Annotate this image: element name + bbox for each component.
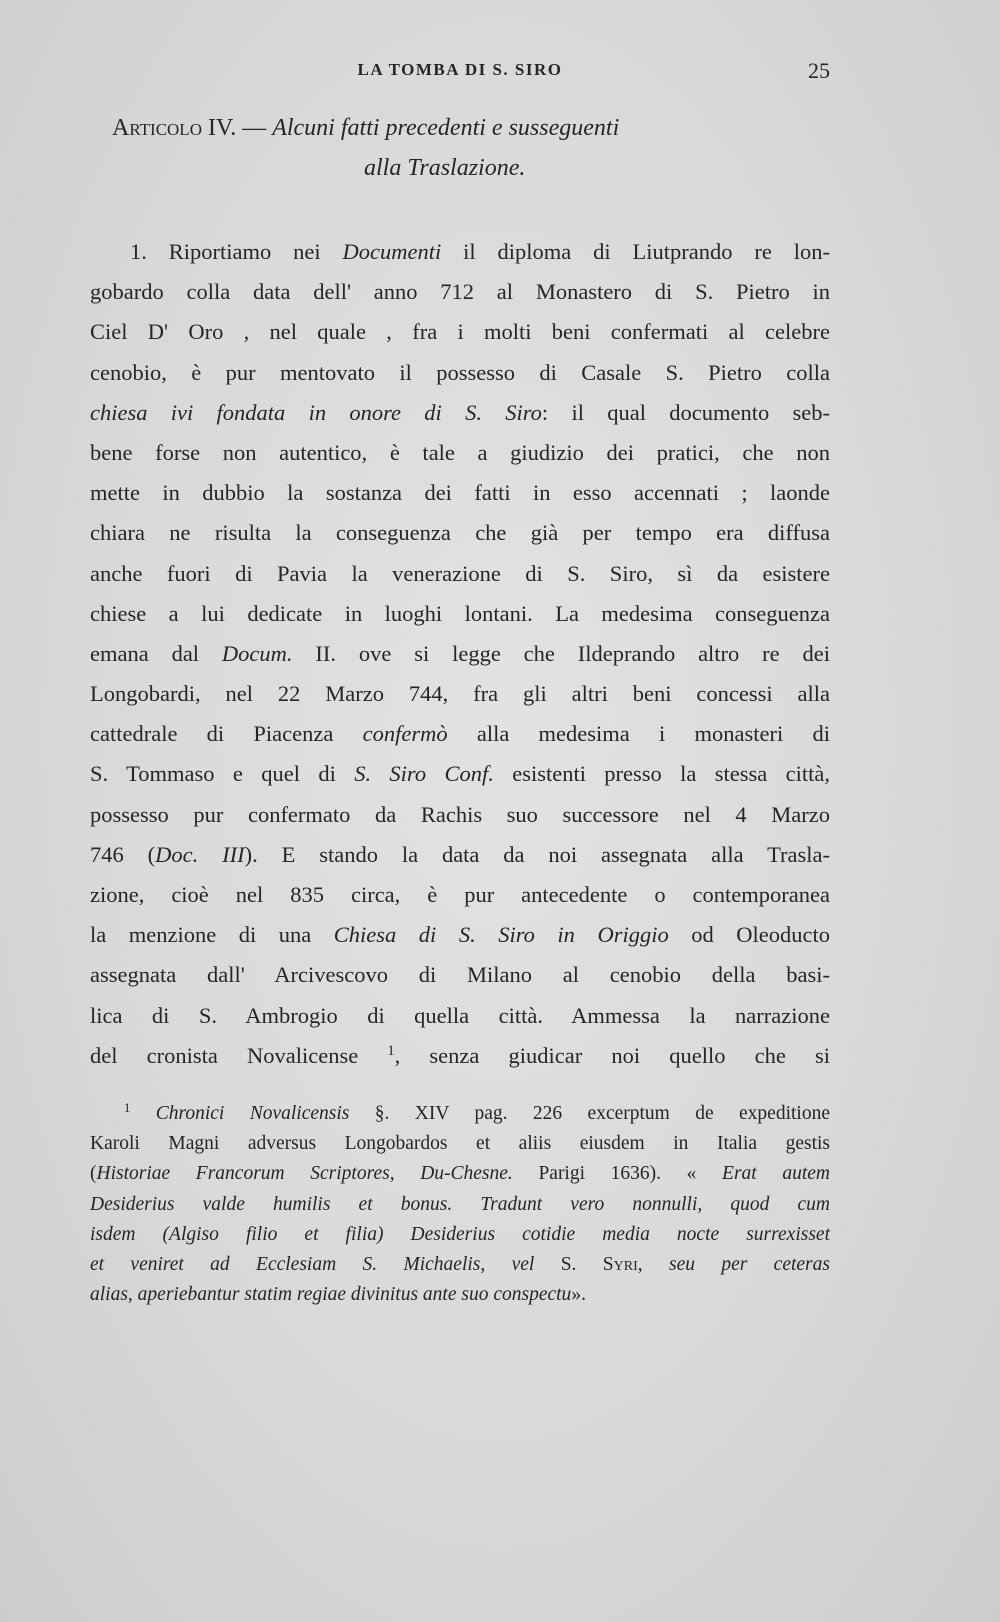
footnote-line: alias, aperiebantur statim regiae divinitus ante suo conspectu». xyxy=(90,1284,586,1306)
running-title: LA TOMBA DI S. SIRO xyxy=(357,60,563,79)
footnote-ref: 1 xyxy=(387,1042,395,1059)
text-line: zione, cioè nel 835 circa, è pur antecedente o contemporanea xyxy=(90,882,830,907)
heading-line-1 xyxy=(112,108,619,148)
text-line: cattedrale di Piacenza confermò alla medesima i monasteri di xyxy=(90,721,830,747)
footnote-line: isdem (Algiso filio et filia) Desiderius cotidie media nocte surrexisset xyxy=(90,1223,830,1245)
text-line: anche fuori di Pavia la venerazione di S. Siro, sì da esistere xyxy=(90,560,830,586)
text-line: chiese a lui dedicate in luoghi lontani. La medesima conseguenza xyxy=(90,600,830,626)
text-line: possesso pur confermato da Rachis suo successore nel 4 Marzo xyxy=(90,801,830,827)
text-line: 746 (Doc. III). E stando la data da noi assegnata alla Trasla- xyxy=(90,841,830,867)
running-header xyxy=(90,60,830,90)
text-line: Longobardi, nel 22 Marzo 744, fra gli altri beni concessi alla xyxy=(90,681,830,707)
footnote-number: 1 xyxy=(124,1101,131,1116)
text-line: Ciel D' Oro , nel quale , fra i molti beni confermati al celebre xyxy=(90,319,830,345)
text-line: gobardo colla data dell' anno 712 al Monastero di S. Pietro in xyxy=(90,279,830,305)
text-line: emana dal Docum. II. ove si legge che Ildeprando altro re dei xyxy=(90,640,830,666)
text-line: lica di S. Ambrogio di quella città. Ammessa la narrazione xyxy=(90,1002,830,1028)
footnote xyxy=(90,1099,830,1310)
text-line: chiara ne risulta la conseguenza che già per tempo era diffusa xyxy=(90,520,830,546)
article-label: Articolo IV. xyxy=(112,115,237,141)
page-number: 25 xyxy=(808,58,830,83)
footnote-line: (Historiae Francorum Scriptores, Du-Chesne. Parigi 1636). « Erat autem xyxy=(90,1163,831,1185)
footnote-line: Desiderius valde humilis et bonus. Tradunt vero nonnulli, quod cum xyxy=(90,1193,830,1215)
article-title-part-2: alla Traslazione. xyxy=(364,155,526,181)
heading-dash: — xyxy=(236,115,273,141)
body-text xyxy=(90,232,830,1076)
footnote-line: et veniret ad Ecclesiam S. Michaelis, vel S. Syri, seu per ceteras xyxy=(90,1253,830,1275)
footnote-line: Karoli Magni adversus Longobardos et aliis eiusdem in Italia gestis xyxy=(90,1133,830,1155)
text-line: S. Tommaso e quel di S. Siro Conf. esistenti presso la stessa città, xyxy=(90,761,830,787)
text-line: mette in dubbio la sostanza dei fatti in esso accennati ; laonde xyxy=(90,480,830,506)
text-line: 1. Riportiamo nei Documenti il diploma di Liutprando re lon- xyxy=(130,239,830,264)
text-line: chiesa ivi fondata in onore di S. Siro: il qual documento seb- xyxy=(90,399,831,425)
text-line: assegnata dall' Arcivescovo di Milano al cenobio della basi- xyxy=(90,962,830,988)
text-line: bene forse non autentico, è tale a giudizio dei pratici, che non xyxy=(90,439,830,465)
text-line: cenobio, è pur mentovato il possesso di Casale S. Pietro colla xyxy=(90,359,830,385)
text-line: la menzione di una Chiesa di S. Siro in Origgio od Oleoducto xyxy=(90,922,830,948)
footnote-line: $^1$ Chronici Novalicensis §. XIV pag. 226 excerptum de expeditione xyxy=(124,1101,830,1124)
article-title-part-1: Alcuni fatti precedenti e susseguenti xyxy=(272,115,620,141)
text-line: del cronista Novalicense $^1$, senza giudicar noi quello che si xyxy=(90,1042,830,1068)
